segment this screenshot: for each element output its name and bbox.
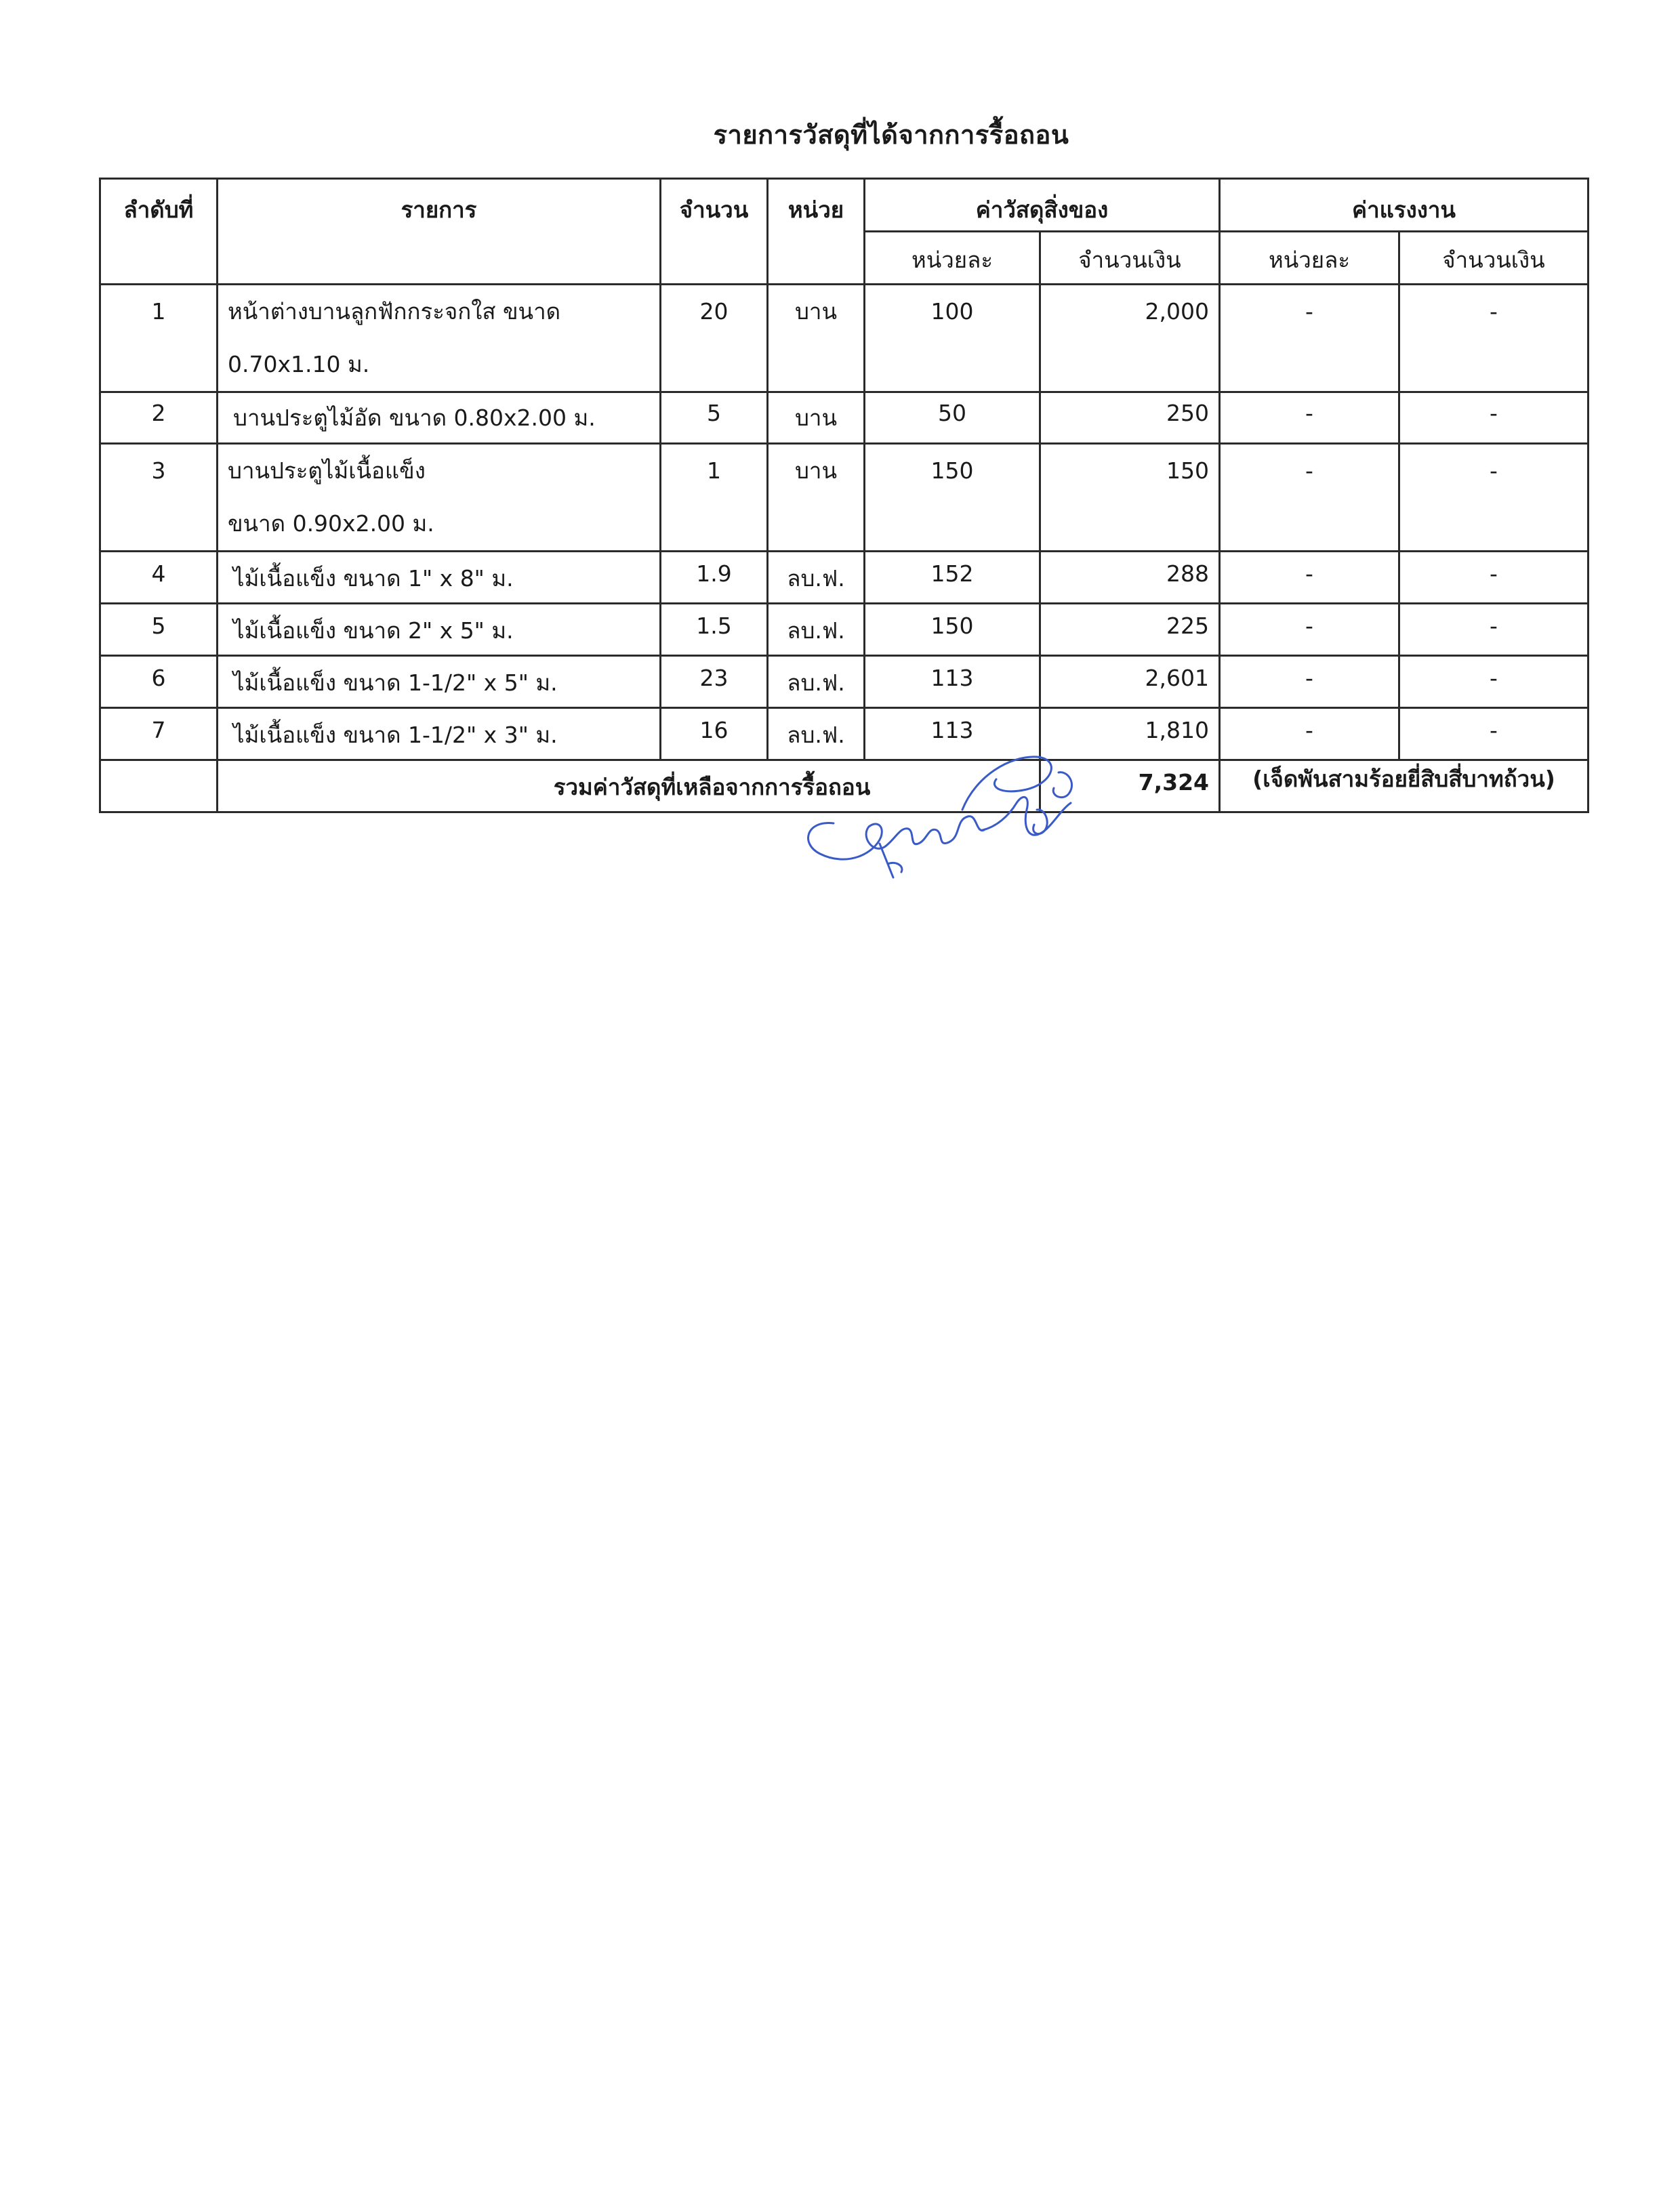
cell-labor-amount: - bbox=[1399, 656, 1589, 708]
cell-material-amount: 1,810 bbox=[1040, 708, 1220, 760]
cell-seq: 5 bbox=[100, 604, 218, 656]
cell-labor-per-unit: - bbox=[1220, 708, 1399, 760]
item-line: หน้าต่างบานลูกฟักกระจกใส ขนาด bbox=[228, 298, 561, 325]
header-item: รายการ bbox=[218, 179, 661, 285]
signature bbox=[793, 708, 1105, 891]
table-row bbox=[100, 656, 1589, 708]
item-line: 0.70x1.10 ม. bbox=[228, 351, 370, 377]
cell-item: ไม้เนื้อแข็ง ขนาด 1-1/2" x 5" ม. bbox=[218, 656, 661, 708]
signature-stroke bbox=[1033, 810, 1048, 834]
cell-item: ไม้เนื้อแข็ง ขนาด 1-1/2" x 3" ม. bbox=[218, 708, 661, 760]
header-qty: จำนวน bbox=[661, 179, 768, 285]
cell-qty: 20 bbox=[661, 285, 768, 392]
cell-labor-per-unit: - bbox=[1220, 552, 1399, 604]
cell-material-per-unit: 113 bbox=[865, 708, 1040, 760]
header-labor-group: ค่าแรงงาน bbox=[1220, 179, 1589, 232]
header-material-per-unit: หน่วยละ bbox=[865, 232, 1040, 285]
cell-material-amount: 150 bbox=[1040, 444, 1220, 552]
cell-item: ไม้เนื้อแข็ง ขนาด 1" x 8" ม. bbox=[218, 552, 661, 604]
header-seq: ลำดับที่ bbox=[100, 179, 218, 285]
total-in-words: (เจ็ดพันสามร้อยยี่สิบสี่บาทถ้วน) bbox=[1220, 760, 1589, 812]
cell-unit: ลบ.ฟ. bbox=[768, 552, 865, 604]
cell-qty: 1.9 bbox=[661, 552, 768, 604]
cell-seq: 3 bbox=[100, 444, 218, 552]
cell-material-per-unit: 50 bbox=[865, 392, 1040, 444]
cell-qty: 1.5 bbox=[661, 604, 768, 656]
cell-material-amount: 250 bbox=[1040, 392, 1220, 444]
signature-stroke bbox=[983, 797, 1071, 835]
total-label: รวมค่าวัสดุที่เหลือจากการรื้อถอน bbox=[218, 760, 1040, 812]
signature-stroke bbox=[808, 817, 984, 860]
cell-labor-amount: - bbox=[1399, 444, 1589, 552]
header-labor-per-unit: หน่วยละ bbox=[1220, 232, 1399, 285]
item-line: ขนาด 0.90x2.00 ม. bbox=[228, 510, 434, 537]
cell-material-per-unit: 100 bbox=[865, 285, 1040, 392]
cell-labor-amount: - bbox=[1399, 708, 1589, 760]
cell-qty: 5 bbox=[661, 392, 768, 444]
cell-material-amount: 2,601 bbox=[1040, 656, 1220, 708]
cell-labor-amount: - bbox=[1399, 285, 1589, 392]
signature-stroke bbox=[1053, 772, 1071, 798]
cell-unit: บาน bbox=[768, 285, 865, 392]
cell-seq: 4 bbox=[100, 552, 218, 604]
cell-qty: 1 bbox=[661, 444, 768, 552]
cell-item: ไม้เนื้อแข็ง ขนาด 2" x 5" ม. bbox=[218, 604, 661, 656]
header-material-amount: จำนวนเงิน bbox=[1040, 232, 1220, 285]
cell-qty: 23 bbox=[661, 656, 768, 708]
table-row bbox=[100, 392, 1589, 444]
cell-material-amount: 288 bbox=[1040, 552, 1220, 604]
cell-item: บานประตูไม้อัด ขนาด 0.80x2.00 ม. bbox=[218, 392, 661, 444]
cell-item bbox=[218, 444, 661, 552]
table-row bbox=[100, 285, 1589, 392]
table-row bbox=[100, 444, 1589, 552]
signature-stroke bbox=[962, 757, 1051, 810]
cell-labor-amount: - bbox=[1399, 392, 1589, 444]
cell-material-per-unit: 152 bbox=[865, 552, 1040, 604]
total-value: 7,324 bbox=[1040, 760, 1220, 812]
item-line: บานประตูไม้เนื้อแข็ง bbox=[228, 457, 426, 484]
cell-seq: 6 bbox=[100, 656, 218, 708]
cell-material-per-unit: 113 bbox=[865, 656, 1040, 708]
header-labor-amount: จำนวนเงิน bbox=[1399, 232, 1589, 285]
cell-labor-per-unit: - bbox=[1220, 285, 1399, 392]
cell-labor-per-unit: - bbox=[1220, 604, 1399, 656]
page-title: รายการวัสดุที่ได้จากการรื้อถอน bbox=[713, 120, 1069, 150]
cell-item bbox=[218, 285, 661, 392]
header-material-group: ค่าวัสดุสิ่งของ bbox=[865, 179, 1220, 232]
cell-qty: 16 bbox=[661, 708, 768, 760]
cell-unit: บาน bbox=[768, 392, 865, 444]
table-row bbox=[100, 552, 1589, 604]
signature-stroke bbox=[880, 844, 893, 878]
cell-material-amount: 225 bbox=[1040, 604, 1220, 656]
cell-labor-per-unit: - bbox=[1220, 444, 1399, 552]
cell-unit: ลบ.ฟ. bbox=[768, 604, 865, 656]
cell-labor-amount: - bbox=[1399, 604, 1589, 656]
cell-labor-per-unit: - bbox=[1220, 392, 1399, 444]
cell-seq: 2 bbox=[100, 392, 218, 444]
cell-unit: ลบ.ฟ. bbox=[768, 708, 865, 760]
cell-labor-per-unit: - bbox=[1220, 656, 1399, 708]
cell-material-per-unit: 150 bbox=[865, 604, 1040, 656]
cell-unit: บาน bbox=[768, 444, 865, 552]
cell-material-per-unit: 150 bbox=[865, 444, 1040, 552]
cell-labor-amount: - bbox=[1399, 552, 1589, 604]
cell-material-amount: 2,000 bbox=[1040, 285, 1220, 392]
cell-seq: 7 bbox=[100, 708, 218, 760]
table-row bbox=[100, 604, 1589, 656]
header-unit: หน่วย bbox=[768, 179, 865, 285]
cell-unit: ลบ.ฟ. bbox=[768, 656, 865, 708]
cell-seq: 1 bbox=[100, 285, 218, 392]
total-empty-cell bbox=[100, 760, 218, 812]
